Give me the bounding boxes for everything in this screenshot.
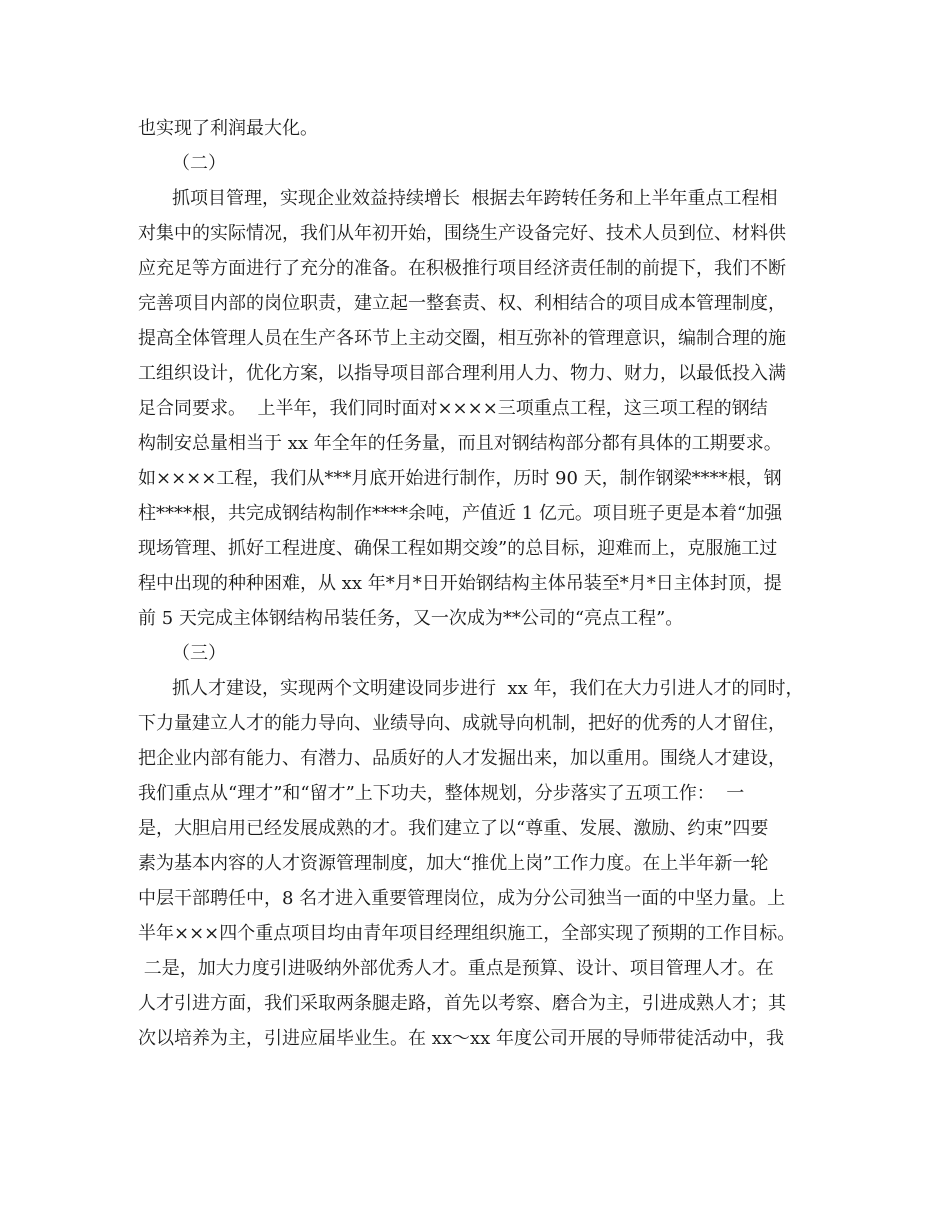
- text-line: 把企业内部有能力、有潜力、品质好的人才发掘出来，加以重用。围绕人才建设，: [138, 748, 786, 769]
- text-line: 是，大胆启用已经发展成熟的才。我们建立了以“尊重、发展、激励、约束”四要: [138, 818, 769, 839]
- text-line: 也实现了利润最大化。: [138, 118, 318, 139]
- text-line: 半年×××四个重点项目均由青年项目经理组织施工，全部实现了预期的工作目标。: [138, 923, 796, 944]
- text-line: 构制安总量相当于 xx 年全年的任务量，而且对钢结构部分都有具体的工期要求。: [138, 433, 782, 454]
- text-line: 次以培养为主，引进应届毕业生。在 xx～xx 年度公司开展的导师带徒活动中，我: [138, 1028, 785, 1049]
- text-line: 程中出现的种种困难，从 xx 年*月*日开始钢结构主体吊装至*月*日主体封顶，提: [138, 573, 782, 594]
- text-line: 提高全体管理人员在生产各环节上主动交圈，相互弥补的管理意识，编制合理的施: [138, 328, 786, 349]
- text-line: 中层干部聘任中，8 名才进入重要管理岗位，成为分公司独当一面的中坚力量。上: [138, 888, 786, 909]
- text-line: 前 5 天完成主体钢结构吊装任务，又一次成为**公司的“亮点工程”。: [138, 608, 684, 629]
- text-line: 二是，加大力度引进吸纳外部优秀人才。重点是预算、设计、项目管理人才。在: [138, 958, 774, 979]
- text-line: 足合同要求。 上半年，我们同时面对××××三项重点工程，这三项工程的钢结: [138, 398, 768, 419]
- text-line: 完善项目内部的岗位职责，建立起一整套责、权、利相结合的项目成本管理制度，: [138, 293, 786, 314]
- text-line: 现场管理、抓好工程进度、确保工程如期交竣”的总目标，迎难而上，克服施工过: [138, 538, 778, 559]
- text-line: 我们重点从“理才”和“留才”上下功夫，整体规划，分步落实了五项工作： 一: [138, 783, 745, 804]
- section-heading: （二）: [172, 153, 226, 174]
- text-line: 抓人才建设，实现两个文明建设同步进行 xx 年，我们在大力引进人才的同时，: [172, 678, 804, 699]
- text-line: 柱****根，共完成钢结构制作****余吨，产值近 1 亿元。项目班子更是本着“加强: [138, 503, 783, 524]
- text-line: 下力量建立人才的能力导向、业绩导向、成就导向机制，把好的优秀的人才留住，: [138, 713, 786, 734]
- text-line: 对集中的实际情况，我们从年初开始，围绕生产设备完好、技术人员到位、材料供: [138, 223, 786, 244]
- text-line: 素为基本内容的人才资源管理制度，加大“推优上岗”工作力度。在上半年新一轮: [138, 853, 769, 874]
- section-heading: （三）: [172, 643, 226, 664]
- text-line: 人才引进方面，我们采取两条腿走路，首先以考察、磨合为主，引进成熟人才；其: [138, 993, 786, 1014]
- text-line: 工组织设计，优化方案，以指导项目部合理利用人力、物力、财力，以最低投入满: [138, 363, 786, 384]
- text-line: 如××××工程，我们从***月底开始进行制作，历时 90 天，制作钢梁****根，钢: [138, 468, 782, 489]
- text-line: 应充足等方面进行了充分的准备。在积极推行项目经济责任制的前提下，我们不断: [138, 258, 786, 279]
- text-line: 抓项目管理，实现企业效益持续增长 根据去年跨转任务和上半年重点工程相: [172, 188, 778, 209]
